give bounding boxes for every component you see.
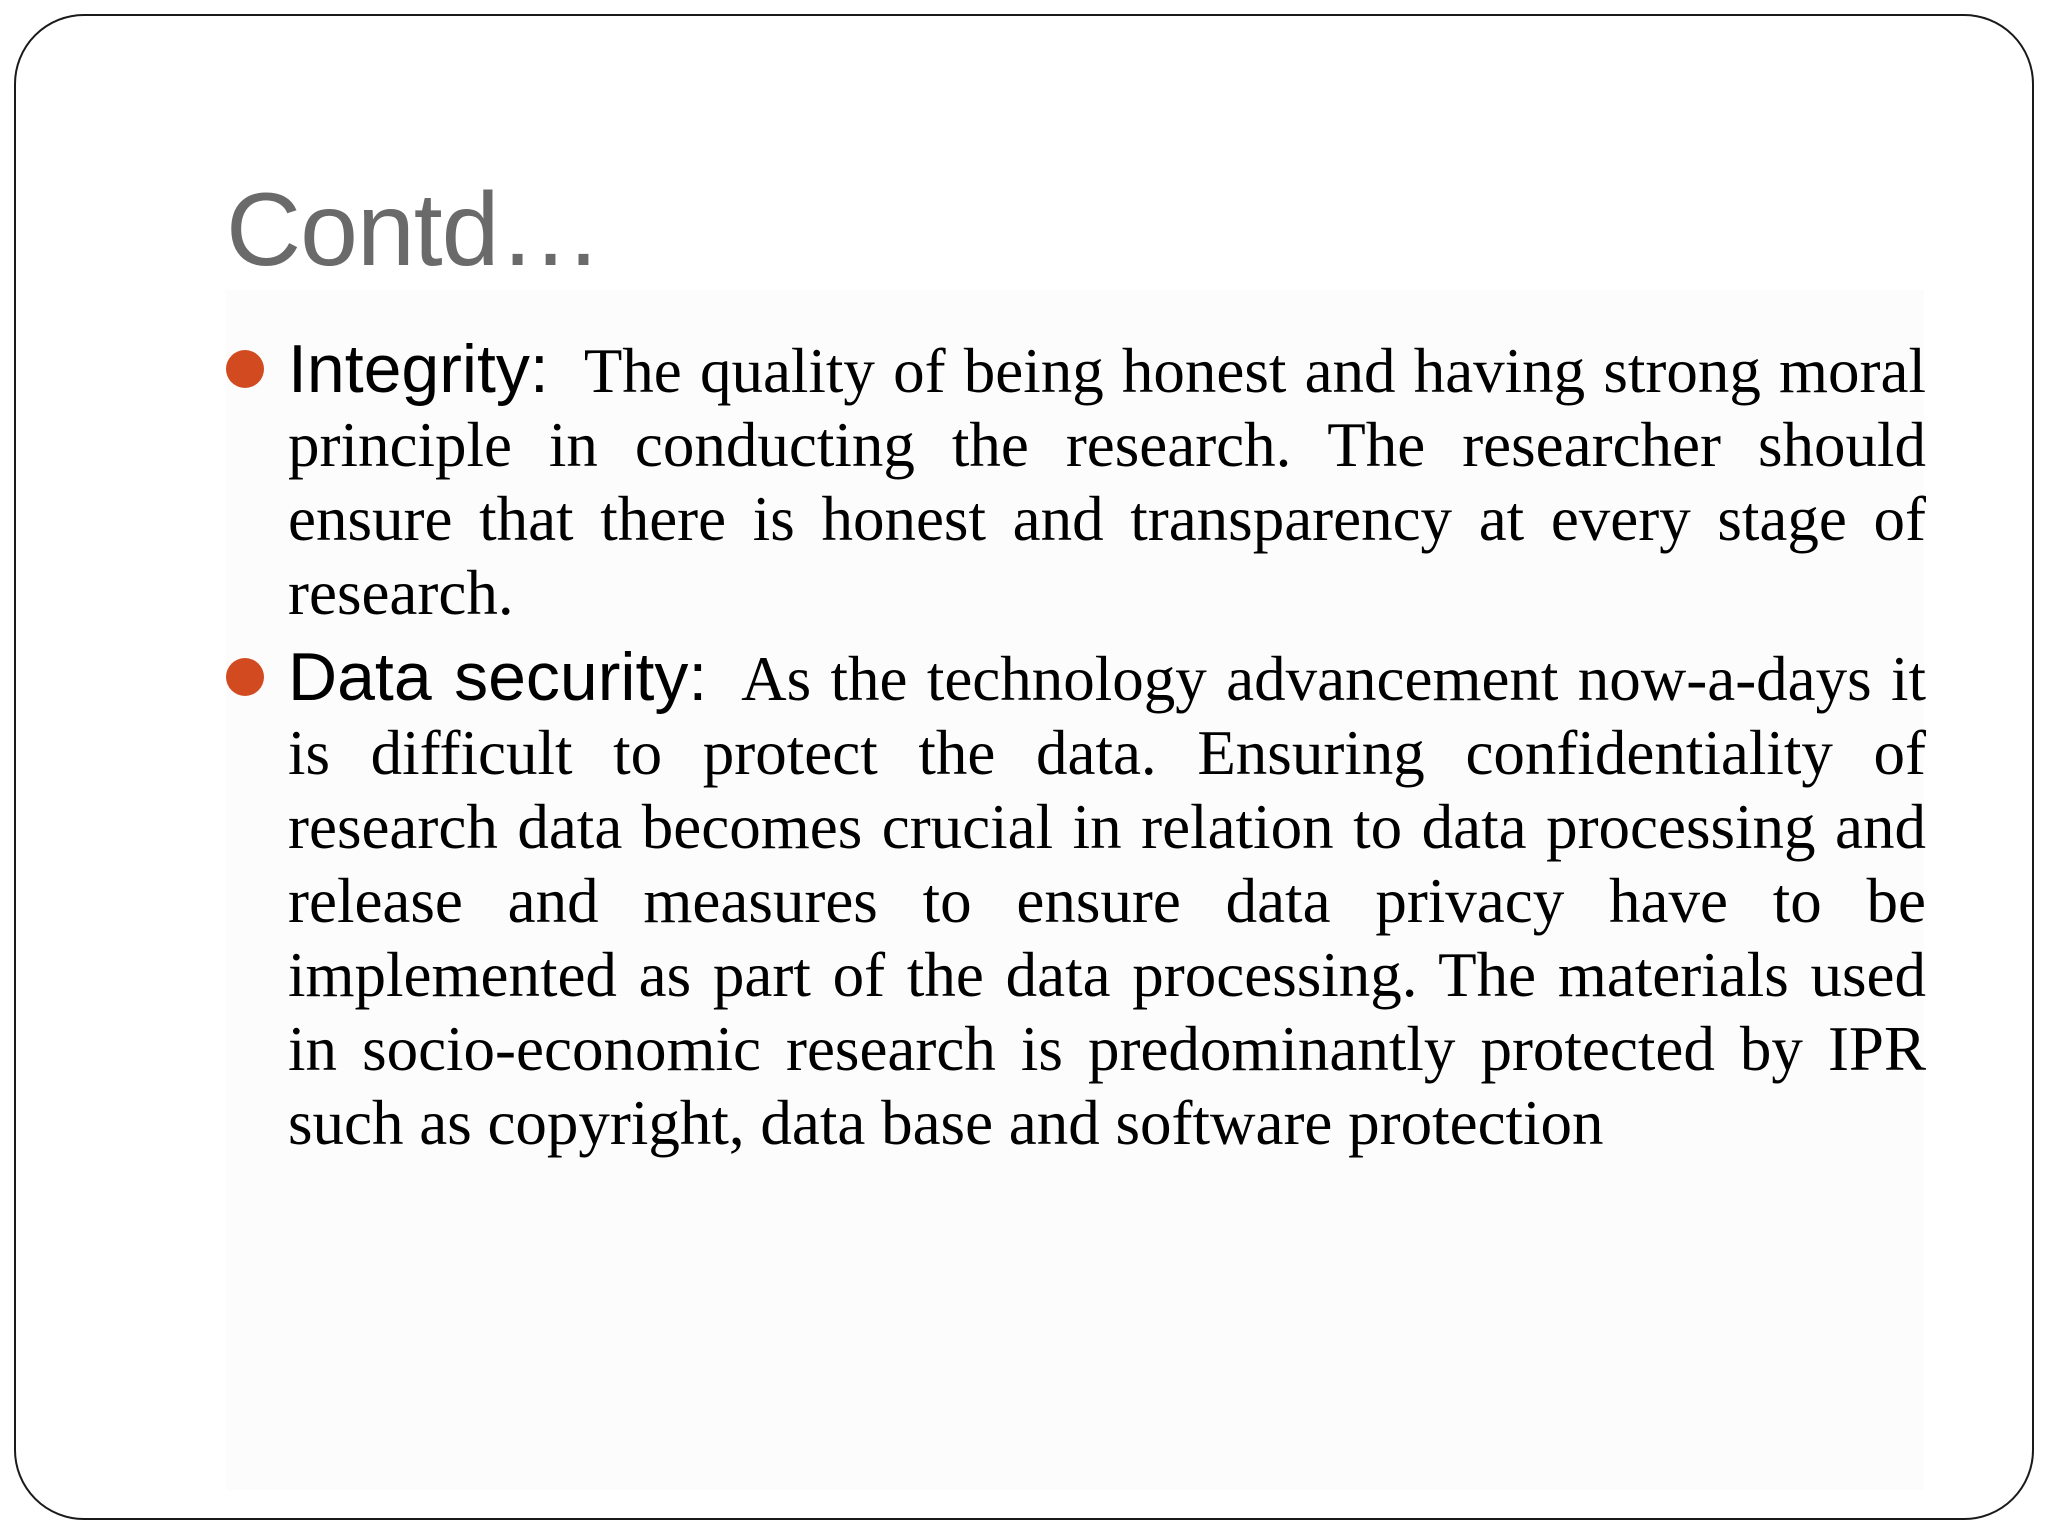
bullet-dot-icon: [226, 658, 264, 696]
bullet-list: [226, 332, 1926, 1170]
bullet-item-data-security: [226, 640, 1926, 1160]
bullet-item-integrity: [226, 332, 1926, 630]
slide-title: Contd…: [226, 172, 602, 288]
bullet-term: Data security:: [288, 639, 708, 715]
bullet-text: The quality of being honest and having strong moral principle in conducting the research. The researcher should ensure that there is honest and transparency at every stage of research.: [288, 336, 1926, 628]
bullet-dot-icon: [226, 350, 264, 388]
bullet-text: As the technology advancement now-a-days it is difficult to protect the data. Ensuring confidentiality of research data becomes crucial in relation to data processing and release and measures to ensure data privacy have to be implemented as part of the data processing. The materials used in socio-economic research is predominantly protected by IPR such as copyright, data base and software protection: [288, 644, 1927, 1158]
bullet-term: Integrity:: [288, 331, 549, 407]
